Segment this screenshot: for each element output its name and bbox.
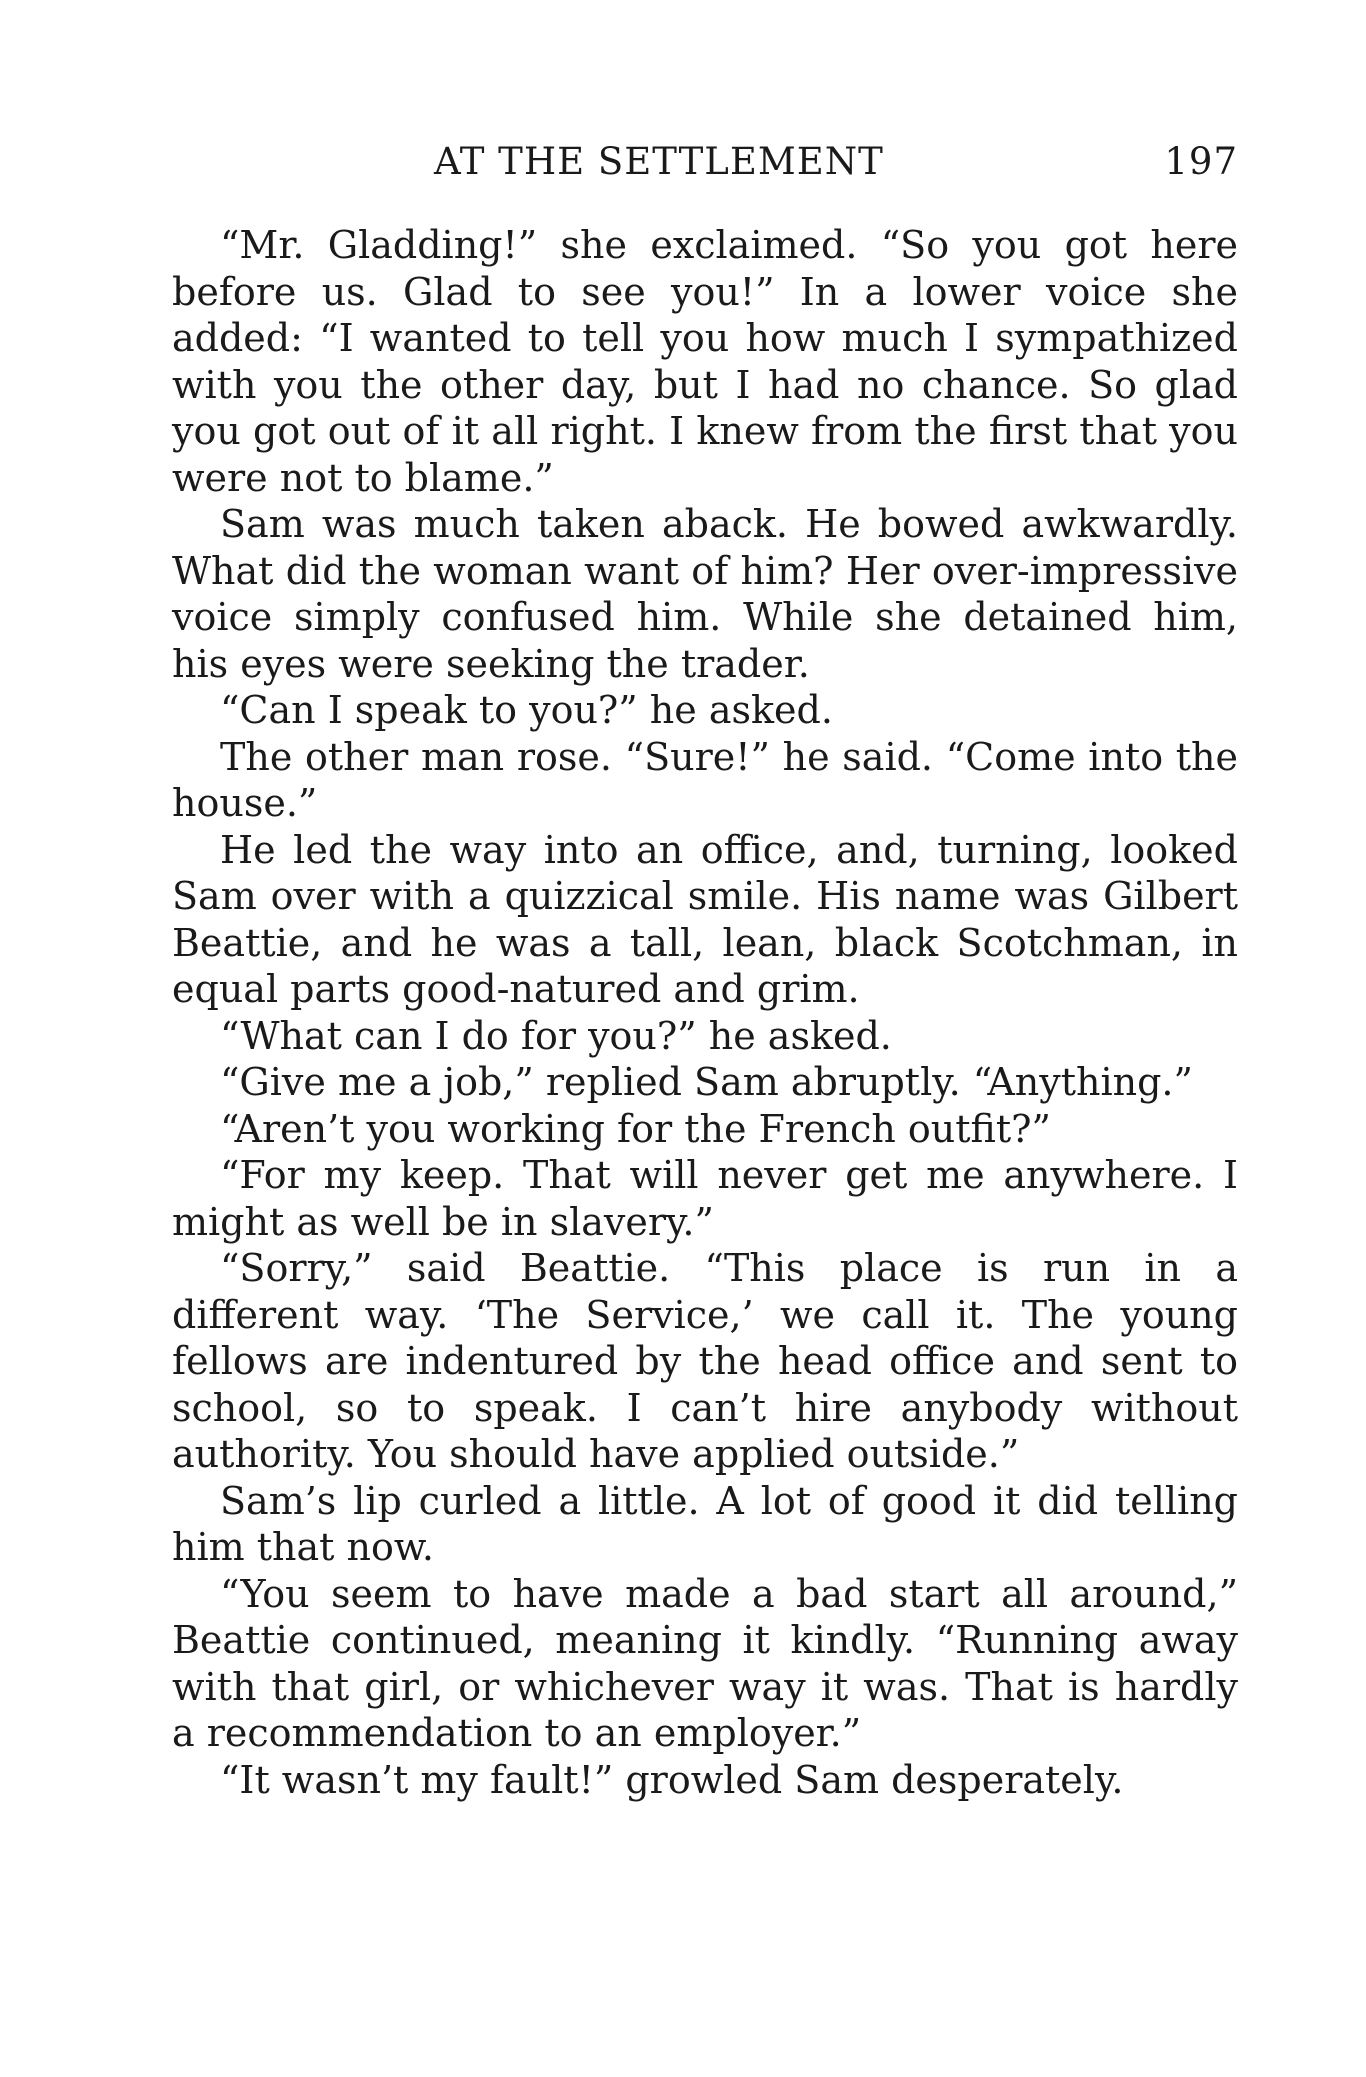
paragraph: “Give me a job,” replied Sam abruptly. “Anything.” xyxy=(220,1060,1193,1104)
paragraph: “What can I do for you?” he asked. xyxy=(220,1013,892,1058)
paragraph: Sam was much taken aback. He bowed awkwardly. What did the woman want of him? Her over-impressive voice simply confused him. While she detained him, his eyes were seeking the trader. xyxy=(172,502,1238,686)
paragraph: “Mr. Gladding!” she exclaimed. “So you got here before us. Glad to see you!” In a lower voice she added: “I wanted to tell you how much I sympathized with you the other day, but I had no chance. So glad you got out of it all right. I knew from the first that you were not to blame.” xyxy=(172,223,1238,500)
body-text xyxy=(172,222,1238,1803)
chapter-title: AT THE SETTLEMENT xyxy=(434,140,884,183)
book-page xyxy=(172,140,1238,1803)
paragraph: “For my keep. That will never get me anywhere. I might as well be in slavery.” xyxy=(172,1153,1238,1244)
paragraph: “Aren’t you working for the French outfit?” xyxy=(220,1106,1051,1151)
page-number: 197 xyxy=(1164,140,1238,183)
paragraph: He led the way into an office, and, turning, looked Sam over with a quizzical smile. His name was Gilbert Beattie, and he was a tall, lean, black Scotchman, in equal parts good-natured and grim. xyxy=(172,827,1238,1011)
running-head xyxy=(172,140,1238,200)
paragraph: “It wasn’t my fault!” growled Sam desperately. xyxy=(220,1757,1124,1802)
paragraph: Sam’s lip curled a little. A lot of good it did telling him that now. xyxy=(172,1478,1238,1569)
paragraph: “You seem to have made a bad start all around,” Beattie continued, meaning it kindly. “Running away with that girl, or whichever way it was. That is hardly a recommendation to an employer.” xyxy=(172,1571,1238,1755)
paragraph: The other man rose. “Sure!” he said. “Come into the house.” xyxy=(172,734,1238,825)
paragraph: “Can I speak to you?” he asked. xyxy=(220,688,833,732)
paragraph: “Sorry,” said Beattie. “This place is run in a different way. ‘The Service,’ we call it. The young fellows are indentured by the head office and sent to school, so to speak. I can’t hire anybody without authority. You should have applied outside.” xyxy=(172,1246,1238,1476)
